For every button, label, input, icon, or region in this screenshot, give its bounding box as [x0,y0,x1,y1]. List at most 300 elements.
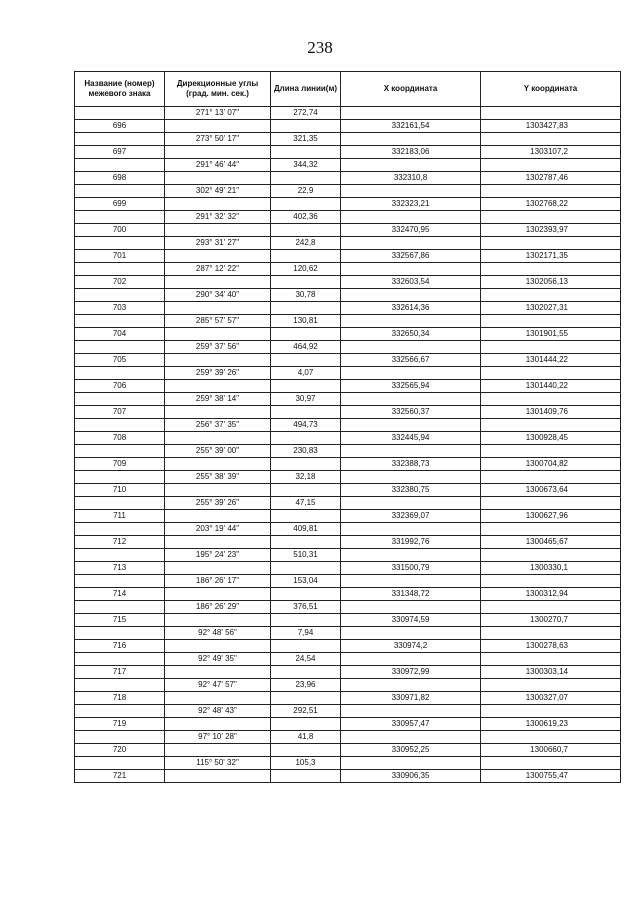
point-number-cell: 707 [75,406,165,419]
x-cell [341,549,481,562]
point-cell [75,731,165,744]
y-coordinate-cell: 1303107,2 [481,146,621,159]
table-row [75,172,621,185]
x-coordinate-cell: 332560,37 [341,406,481,419]
y-cell [481,471,621,484]
angle-cell: 256° 37' 35" [165,419,271,432]
point-number-cell: 716 [75,640,165,653]
table-row [75,692,621,705]
point-number-cell: 700 [75,224,165,237]
table-row [75,731,621,744]
table-row [75,640,621,653]
length-cell [271,588,341,601]
point-cell [75,601,165,614]
y-cell [481,159,621,172]
point-cell [75,757,165,770]
y-coordinate-cell: 1300270,7 [481,614,621,627]
table-row [75,341,621,354]
table-row [75,471,621,484]
x-cell [341,419,481,432]
x-coordinate-cell: 332650,34 [341,328,481,341]
angle-cell [165,666,271,679]
x-cell [341,107,481,120]
angle-cell: 287° 12' 22" [165,263,271,276]
angle-cell [165,146,271,159]
y-cell [481,289,621,302]
length-cell [271,744,341,757]
table-row [75,549,621,562]
length-cell: 22,9 [271,185,341,198]
angle-cell: 92° 47' 57" [165,679,271,692]
length-cell: 409,81 [271,523,341,536]
x-coordinate-cell: 332567,86 [341,250,481,263]
table-row [75,185,621,198]
y-coordinate-cell: 1300327,07 [481,692,621,705]
point-number-cell: 703 [75,302,165,315]
x-cell [341,263,481,276]
angle-cell: 186° 26' 17" [165,575,271,588]
x-cell [341,315,481,328]
length-cell [271,510,341,523]
angle-cell [165,770,271,783]
x-coordinate-cell: 332566,67 [341,354,481,367]
y-cell [481,601,621,614]
angle-cell: 255° 38' 39" [165,471,271,484]
table-row [75,276,621,289]
x-coordinate-cell: 330974,2 [341,640,481,653]
length-cell: 292,51 [271,705,341,718]
table-row [75,601,621,614]
y-cell [481,341,621,354]
x-coordinate-cell: 330971,82 [341,692,481,705]
y-cell [481,653,621,666]
table-row [75,302,621,315]
table-row [75,289,621,302]
y-coordinate-cell: 1300312,94 [481,588,621,601]
point-cell [75,679,165,692]
x-coordinate-cell: 332183,06 [341,146,481,159]
angle-cell: 92° 49' 35" [165,653,271,666]
y-cell [481,237,621,250]
point-cell [75,393,165,406]
table-row [75,315,621,328]
length-cell: 321,35 [271,133,341,146]
table-row [75,328,621,341]
angle-cell [165,224,271,237]
table-row [75,432,621,445]
angle-cell: 273° 50' 17" [165,133,271,146]
angle-cell: 255° 39' 26" [165,497,271,510]
table-row [75,744,621,757]
length-cell [271,614,341,627]
x-cell [341,731,481,744]
angle-cell [165,406,271,419]
y-cell [481,497,621,510]
y-coordinate-cell: 1303427,83 [481,120,621,133]
length-cell: 4,07 [271,367,341,380]
angle-cell: 255° 39' 00" [165,445,271,458]
length-cell: 242,8 [271,237,341,250]
length-cell [271,536,341,549]
length-cell [271,276,341,289]
point-cell [75,419,165,432]
table-row [75,536,621,549]
y-cell [481,133,621,146]
y-coordinate-cell: 1300660,7 [481,744,621,757]
angle-cell: 293° 31' 27" [165,237,271,250]
angle-cell [165,562,271,575]
x-coordinate-cell: 332380,75 [341,484,481,497]
angle-cell [165,328,271,341]
table-header-row [75,72,621,107]
y-coordinate-cell: 1301901,55 [481,328,621,341]
x-cell [341,497,481,510]
angle-cell [165,484,271,497]
point-number-cell: 718 [75,692,165,705]
table-row [75,198,621,211]
table-row [75,679,621,692]
length-cell [271,380,341,393]
angle-cell [165,458,271,471]
y-coordinate-cell: 1300627,96 [481,510,621,523]
point-number-cell: 699 [75,198,165,211]
table-row [75,393,621,406]
x-coordinate-cell: 332388,73 [341,458,481,471]
y-cell [481,393,621,406]
x-coordinate-cell: 331500,79 [341,562,481,575]
angle-cell [165,276,271,289]
point-number-cell: 712 [75,536,165,549]
y-cell [481,679,621,692]
table-row [75,146,621,159]
point-cell [75,237,165,250]
table-row [75,458,621,471]
x-cell [341,575,481,588]
angle-cell [165,172,271,185]
y-coordinate-cell: 1300330,1 [481,562,621,575]
y-coordinate-cell: 1302171,35 [481,250,621,263]
point-number-cell: 715 [75,614,165,627]
length-cell: 230,83 [271,445,341,458]
x-cell [341,523,481,536]
point-number-cell: 697 [75,146,165,159]
table-row [75,627,621,640]
point-cell [75,315,165,328]
angle-cell [165,432,271,445]
angle-cell [165,354,271,367]
length-cell: 153,04 [271,575,341,588]
y-coordinate-cell: 1302787,46 [481,172,621,185]
y-coordinate-cell: 1300278,63 [481,640,621,653]
x-coordinate-cell: 332565,94 [341,380,481,393]
y-coordinate-cell: 1301440,22 [481,380,621,393]
angle-cell: 285° 57' 57" [165,315,271,328]
y-cell [481,185,621,198]
angle-cell [165,198,271,211]
x-cell [341,679,481,692]
x-cell [341,653,481,666]
y-cell [481,367,621,380]
length-cell: 7,94 [271,627,341,640]
table-row [75,250,621,263]
point-cell [75,575,165,588]
angle-cell [165,302,271,315]
point-cell [75,627,165,640]
point-number-cell: 702 [75,276,165,289]
angle-cell [165,744,271,757]
length-cell: 32,18 [271,471,341,484]
x-cell [341,757,481,770]
table-row [75,705,621,718]
angle-cell: 186° 26' 29" [165,601,271,614]
point-number-cell: 709 [75,458,165,471]
y-coordinate-cell: 1300755,47 [481,770,621,783]
point-number-cell: 701 [75,250,165,263]
point-number-cell: 698 [75,172,165,185]
x-coordinate-cell: 330952,25 [341,744,481,757]
length-cell [271,146,341,159]
point-cell [75,705,165,718]
point-cell [75,471,165,484]
length-cell [271,692,341,705]
x-coordinate-cell: 332445,94 [341,432,481,445]
point-number-cell: 714 [75,588,165,601]
table-row [75,406,621,419]
angle-cell: 291° 32' 32" [165,211,271,224]
length-cell: 344,32 [271,159,341,172]
table-row [75,510,621,523]
x-cell [341,211,481,224]
angle-cell: 92° 48' 43" [165,705,271,718]
angle-cell [165,536,271,549]
y-coordinate-cell: 1300928,45 [481,432,621,445]
y-cell [481,627,621,640]
point-cell [75,185,165,198]
angle-cell [165,380,271,393]
table-row [75,484,621,497]
point-cell [75,523,165,536]
point-number-cell: 708 [75,432,165,445]
header-angle: Дирекционные углы (град. мин. сек.) [165,72,271,107]
x-cell [341,341,481,354]
length-cell: 510,31 [271,549,341,562]
y-cell [481,445,621,458]
point-number-cell: 719 [75,718,165,731]
table-row [75,575,621,588]
y-coordinate-cell: 1300303,14 [481,666,621,679]
angle-cell: 259° 38' 14" [165,393,271,406]
coordinates-table [74,71,621,783]
x-cell [341,393,481,406]
table-row [75,614,621,627]
y-coordinate-cell: 1301444,22 [481,354,621,367]
table-row [75,159,621,172]
table-row [75,107,621,120]
angle-cell: 271° 13' 07" [165,107,271,120]
length-cell: 464,92 [271,341,341,354]
x-cell [341,289,481,302]
angle-cell [165,250,271,263]
length-cell [271,770,341,783]
x-coordinate-cell: 330906,35 [341,770,481,783]
length-cell [271,328,341,341]
point-number-cell: 713 [75,562,165,575]
length-cell: 41,8 [271,731,341,744]
angle-cell [165,718,271,731]
x-coordinate-cell: 330974,59 [341,614,481,627]
x-cell [341,367,481,380]
x-cell [341,445,481,458]
y-cell [481,211,621,224]
x-coordinate-cell: 332614,36 [341,302,481,315]
point-cell [75,497,165,510]
y-coordinate-cell: 1302027,31 [481,302,621,315]
point-number-cell: 717 [75,666,165,679]
point-number-cell: 705 [75,354,165,367]
point-cell [75,211,165,224]
table-row [75,367,621,380]
angle-cell: 259° 37' 56" [165,341,271,354]
angle-cell: 302° 49' 21" [165,185,271,198]
x-coordinate-cell: 332323,21 [341,198,481,211]
length-cell [271,458,341,471]
x-cell [341,705,481,718]
table-row [75,237,621,250]
table-row [75,419,621,432]
point-cell [75,341,165,354]
table-row [75,497,621,510]
x-coordinate-cell: 332369,07 [341,510,481,523]
y-cell [481,731,621,744]
point-number-cell: 721 [75,770,165,783]
table-row [75,211,621,224]
y-coordinate-cell: 1302393,97 [481,224,621,237]
table-row [75,757,621,770]
length-cell [271,640,341,653]
x-coordinate-cell: 330957,47 [341,718,481,731]
y-cell [481,705,621,718]
length-cell [271,718,341,731]
table-row [75,354,621,367]
x-cell [341,601,481,614]
x-cell [341,471,481,484]
point-number-cell: 711 [75,510,165,523]
y-cell [481,263,621,276]
x-coordinate-cell: 332603,54 [341,276,481,289]
table-row [75,562,621,575]
y-cell [481,315,621,328]
angle-cell: 115° 50' 32" [165,757,271,770]
length-cell [271,198,341,211]
y-cell [481,575,621,588]
angle-cell: 291° 46' 44" [165,159,271,172]
length-cell [271,172,341,185]
angle-cell [165,692,271,705]
y-cell [481,757,621,770]
table-row [75,588,621,601]
table-row [75,718,621,731]
angle-cell [165,588,271,601]
length-cell [271,354,341,367]
length-cell [271,302,341,315]
length-cell: 24,54 [271,653,341,666]
header-x: Х координата [341,72,481,107]
point-cell [75,133,165,146]
point-cell [75,107,165,120]
length-cell: 402,36 [271,211,341,224]
length-cell: 47,15 [271,497,341,510]
y-cell [481,549,621,562]
point-cell [75,159,165,172]
x-cell [341,133,481,146]
table-row [75,653,621,666]
table-row [75,133,621,146]
length-cell [271,250,341,263]
angle-cell: 195° 24' 23" [165,549,271,562]
header-y: Y координата [481,72,621,107]
table-row [75,263,621,276]
length-cell: 105,3 [271,757,341,770]
point-number-cell: 706 [75,380,165,393]
y-cell [481,419,621,432]
table-row [75,666,621,679]
header-point: Название (номер) межевого знака [75,72,165,107]
length-cell [271,120,341,133]
angle-cell: 203° 19' 44" [165,523,271,536]
point-number-cell: 710 [75,484,165,497]
table-row [75,770,621,783]
length-cell: 494,73 [271,419,341,432]
angle-cell [165,510,271,523]
angle-cell [165,640,271,653]
length-cell: 130,81 [271,315,341,328]
y-coordinate-cell: 1300704,82 [481,458,621,471]
table-row [75,224,621,237]
angle-cell [165,614,271,627]
length-cell: 30,97 [271,393,341,406]
length-cell: 376,51 [271,601,341,614]
y-coordinate-cell: 1302768,22 [481,198,621,211]
y-coordinate-cell: 1300619,23 [481,718,621,731]
y-coordinate-cell: 1300673,64 [481,484,621,497]
point-cell [75,263,165,276]
table-row [75,523,621,536]
angle-cell: 97° 10' 28" [165,731,271,744]
y-coordinate-cell: 1300465,67 [481,536,621,549]
point-cell [75,367,165,380]
x-coordinate-cell: 332310,8 [341,172,481,185]
point-cell [75,445,165,458]
y-cell [481,523,621,536]
table-row [75,120,621,133]
point-cell [75,289,165,302]
length-cell [271,484,341,497]
x-cell [341,237,481,250]
y-coordinate-cell: 1301409,76 [481,406,621,419]
x-coordinate-cell: 330972,99 [341,666,481,679]
length-cell: 23,96 [271,679,341,692]
length-cell [271,562,341,575]
length-cell [271,432,341,445]
point-number-cell: 704 [75,328,165,341]
point-cell [75,549,165,562]
length-cell: 272,74 [271,107,341,120]
point-number-cell: 720 [75,744,165,757]
point-number-cell: 696 [75,120,165,133]
x-cell [341,185,481,198]
length-cell: 30,78 [271,289,341,302]
length-cell [271,224,341,237]
